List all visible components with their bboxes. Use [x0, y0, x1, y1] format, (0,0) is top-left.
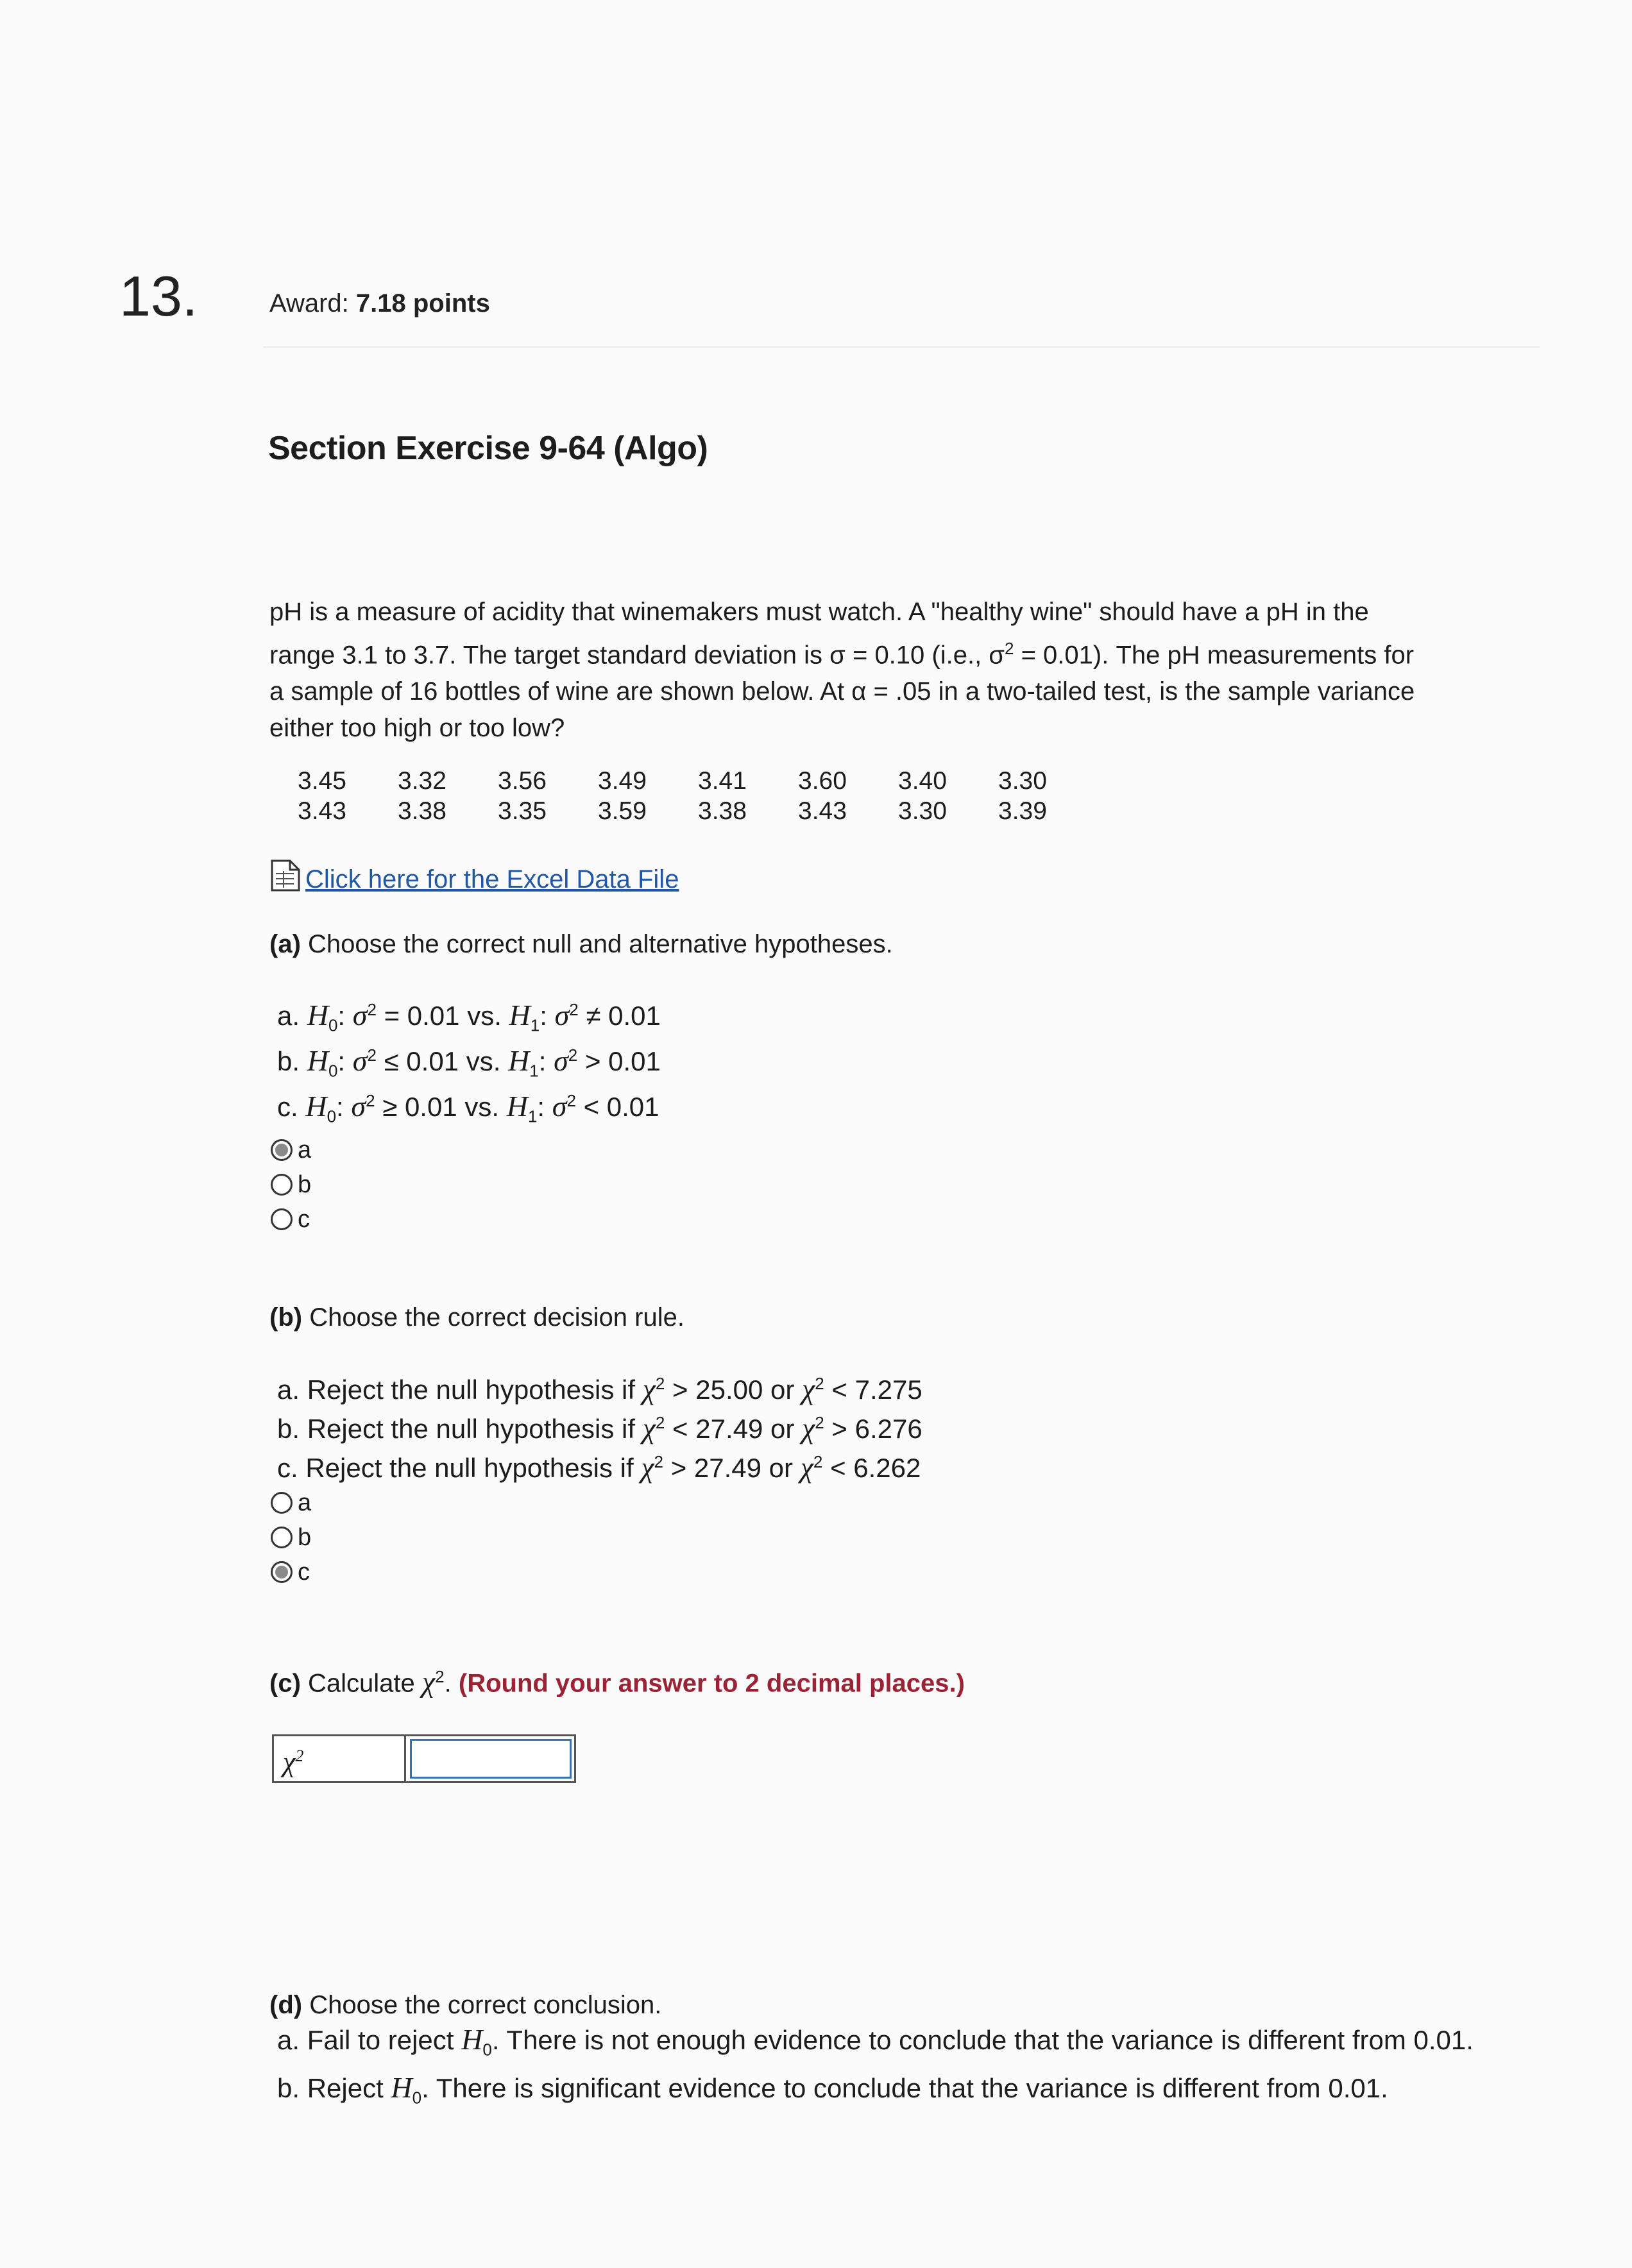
data-cell: 3.49 — [598, 767, 647, 795]
conclusion-option-b: b. Reject $H_0$. There is significant evidence to conclude that the variance is different from 0.01. — [277, 2071, 1388, 2108]
part-d-prompt: (d) Choose the correct conclusion. — [269, 1991, 662, 2019]
problem-line: range 3.1 to 3.7. The target standard deviation is σ = 0.10 (i.e., $\sigma^2 = 0.01$). The pH measurements for — [269, 639, 1415, 670]
part-b-radio-group — [271, 1485, 311, 1589]
problem-line: pH is a measure of acidity that winemakers must watch. A "healthy wine" should have a pH in the — [269, 598, 1369, 626]
question-number: 13. — [119, 264, 198, 328]
data-cell: 3.59 — [598, 797, 647, 825]
chi-square-answer-box — [272, 1734, 576, 1783]
part-b-prompt: (b) Choose the correct decision rule. — [269, 1303, 684, 1332]
hypothesis-option-b: b. $H_0$: $\sigma^2 \le 0.01$ vs. $H_1$: $\sigma^2 > 0.01$ — [277, 1044, 661, 1081]
data-cell: 3.38 — [398, 797, 446, 825]
data-cell: 3.60 — [798, 767, 847, 795]
data-cell: 3.32 — [398, 767, 446, 795]
part-a-radio-group — [271, 1133, 311, 1237]
problem-line: either too high or too low? — [269, 714, 565, 743]
data-cell: 3.40 — [898, 767, 947, 795]
rounding-instruction: (Round your answer to 2 decimal places.) — [458, 1669, 965, 1698]
data-cell: 3.35 — [498, 797, 547, 825]
data-cell: 3.56 — [498, 767, 547, 795]
radio-option-c[interactable]: c — [271, 1202, 311, 1237]
part-b-options — [277, 1370, 922, 1487]
data-cell: 3.45 — [298, 767, 346, 795]
data-cell: 3.43 — [798, 797, 847, 825]
radio-option-b[interactable]: b — [271, 1167, 311, 1202]
data-cell: 3.43 — [298, 797, 346, 825]
radio-option-c[interactable]: c — [271, 1555, 311, 1589]
data-cell: 3.30 — [898, 797, 947, 825]
data-cell: 3.39 — [998, 797, 1047, 825]
radio-option-a[interactable]: a — [271, 1133, 311, 1167]
answer-label: $\chi^2$ — [274, 1736, 406, 1781]
excel-file-icon[interactable] — [269, 859, 302, 901]
part-a-prompt: (a) Choose the correct null and alternative hypotheses. — [269, 930, 893, 958]
radio-button-selected[interactable] — [271, 1139, 293, 1161]
radio-button[interactable] — [271, 1208, 293, 1230]
hypothesis-option-a: a. $H_0$: $\sigma^2 = 0.01$ vs. $H_1$: $\sigma^2 \ne 0.01$ — [277, 999, 661, 1035]
exercise-title: Section Exercise 9-64 (Algo) — [268, 430, 708, 467]
radio-button[interactable] — [271, 1492, 293, 1514]
data-cell: 3.30 — [998, 767, 1047, 795]
decision-rule-option-c: c. Reject the null hypothesis if $\chi^2 > 27.49$ or $\chi^2 < 6.262$ — [277, 1451, 921, 1484]
data-cell: 3.38 — [698, 797, 747, 825]
radio-button[interactable] — [271, 1174, 293, 1196]
part-d-options — [277, 2020, 1474, 2117]
radio-button[interactable] — [271, 1527, 293, 1548]
data-table — [298, 766, 1098, 826]
part-a-options — [277, 993, 661, 1130]
header-divider — [263, 346, 1540, 348]
decision-rule-option-b: b. Reject the null hypothesis if $\chi^2 < 27.49$ or $\chi^2 > 6.276$ — [277, 1412, 922, 1444]
problem-line: a sample of 16 bottles of wine are shown below. At α = .05 in a two-tailed test, is the sample variance — [269, 677, 1415, 706]
award-line — [269, 287, 490, 319]
excel-link-row[interactable] — [269, 859, 679, 901]
radio-button-selected[interactable] — [271, 1561, 293, 1583]
data-cell: 3.41 — [698, 767, 747, 795]
award-prefix: Award: — [269, 289, 349, 317]
excel-data-link[interactable]: Click here for the Excel Data File — [305, 865, 679, 893]
chi-square-input[interactable] — [410, 1739, 572, 1779]
part-c-prompt: (c) Calculate $\chi^2$. (Round your answer to 2 decimal places.) — [269, 1665, 965, 1698]
conclusion-option-a: a. Fail to reject $H_0$. There is not enough evidence to conclude that the variance is different from 0.01. — [277, 2023, 1474, 2060]
hypothesis-option-c: c. $H_0$: $\sigma^2 \ge 0.01$ vs. $H_1$: $\sigma^2 < 0.01$ — [277, 1090, 659, 1126]
problem-text — [269, 594, 1540, 747]
decision-rule-option-a: a. Reject the null hypothesis if $\chi^2 > 25.00$ or $\chi^2 < 7.275$ — [277, 1373, 922, 1405]
radio-option-a[interactable]: a — [271, 1485, 311, 1520]
award-points: 7.18 points — [355, 289, 490, 317]
radio-option-b[interactable]: b — [271, 1520, 311, 1555]
